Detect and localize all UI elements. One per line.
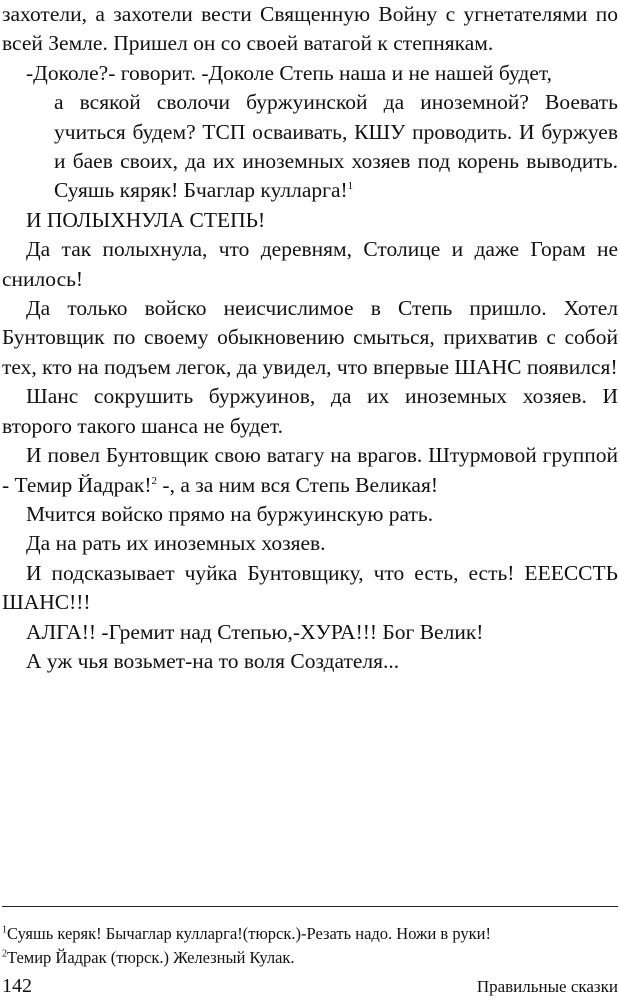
paragraph: Да на рать их иноземных хозяев.: [26, 531, 326, 556]
paragraph: Да так полыхнула, что деревням, Столице и даже Горам не снилось!: [2, 237, 618, 291]
footnote-text: Темир Йадрак (тюрск.) Железный Кулак.: [7, 948, 295, 967]
paragraph: Шанс сокрушить буржуинов, да их иноземных хозяев. И второго такого шанса не будет.: [2, 384, 618, 438]
paragraph: И подсказывает чуйка Бунтовщику, что есть, есть! ЕЕЕССТЬ ШАНС!!!: [2, 560, 618, 615]
footnote-marker: 2: [2, 948, 7, 960]
paragraph: АЛГА!! -Гремит над Степью,-ХУРА!!! Бог Велик!: [26, 619, 484, 644]
running-title: Правильные сказки: [476, 977, 618, 996]
footnote-1: [2, 922, 618, 946]
footnote-divider: [2, 906, 618, 907]
paragraph: захотели, а захотели вести Священную Войну с угнетателями по всей Земле. Пришел он со своей ватагой к степнякам.: [2, 2, 618, 56]
footnote-ref-2: 2: [151, 474, 158, 487]
speech-continuation: а всякой сволочи буржуинской да иноземной? Воевать учиться будем? ТСП осваивать, КШУ проводить. И буржуев и баев своих, да их иноземных хозяев под корень выводить. Суяшь кяряк! Бчаглар кулларга!: [54, 90, 618, 203]
paragraph: [2, 441, 618, 500]
footnotes: [2, 922, 618, 970]
paragraph-text: -, а за ним вся Степь Великая!: [157, 472, 438, 497]
paragraph: Да только войско неисчислимое в Степь пришло. Хотел Бунтовщик по своему обыкновению смыться, прихватив с собой тех, кто на подъем легок, да увидел, что впервые ШАНС появился!: [2, 296, 618, 379]
footnote-2: [2, 946, 618, 970]
paragraph-speech: [2, 59, 618, 206]
footnote-text: Суяшь керяк! Бычаглар кулларга!(тюрск.)-Резать надо. Ножи в руки!: [7, 924, 491, 943]
paragraph: Мчится войско прямо на буржуинскую рать.: [26, 501, 434, 526]
page-number: 142: [2, 975, 32, 997]
footnote-ref-1: 1: [347, 180, 354, 193]
body-text: [2, 0, 618, 676]
paragraph: И ПОЛЫХНУЛА СТЕПЬ!: [26, 207, 266, 232]
paragraph-text: И повел Бунтовщик свою ватагу на врагов. Штурмовой группой - Темир Йадрак!: [2, 443, 618, 497]
paragraph: А уж чья возьмет-на то воля Создателя...: [26, 648, 400, 673]
speech-first-line: -Доколе?- говорит. -Доколе Степь наша и не нашей будет,: [26, 60, 553, 85]
footnote-marker: 1: [2, 924, 7, 936]
